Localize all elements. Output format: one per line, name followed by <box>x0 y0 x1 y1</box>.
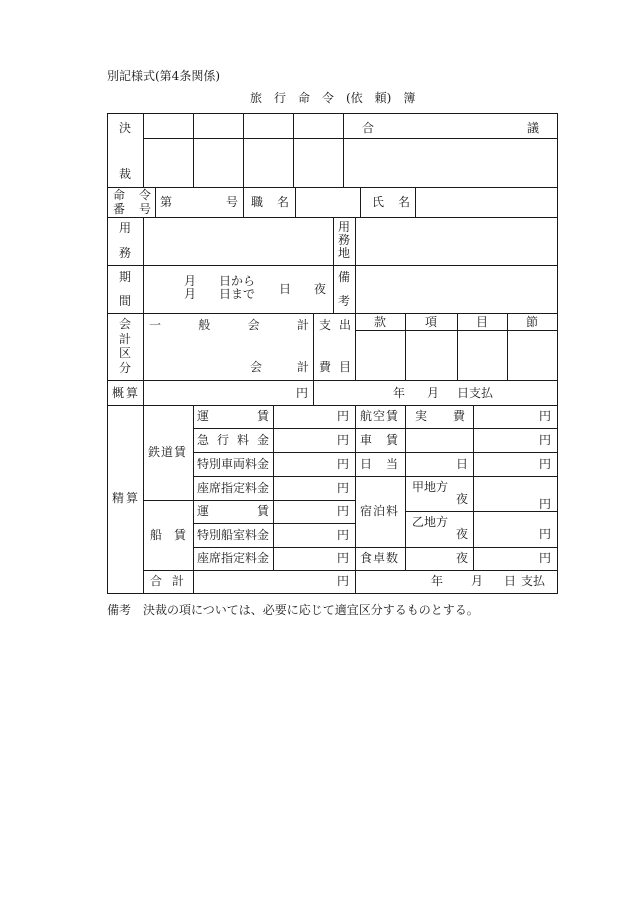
destination-label-char-2: 務 <box>338 233 351 247</box>
railway-fare-unit: 円 <box>337 409 350 423</box>
form-outer-border <box>108 114 558 594</box>
form-title: 旅 行 命 令 (依 頼) 簿 <box>250 91 416 105</box>
ship-seat-fee-label: 座席指定料金 <box>197 551 270 565</box>
accounting-label-char-1: 会 <box>119 317 132 331</box>
total-payment-day: 日 <box>504 574 517 588</box>
lodging-region-a: 甲地方 <box>412 480 449 494</box>
estimate-payment-day: 日支払 <box>457 386 494 400</box>
ship-label: 船賃 <box>150 528 186 542</box>
form-reference: 別記様式(第4条関係) <box>107 69 220 83</box>
settlement-label: 精算 <box>112 491 138 505</box>
expense-label-bottom: 費目 <box>319 360 351 374</box>
express-fee-label: 急行料金 <box>197 433 269 447</box>
period-start-month: 月 <box>184 274 197 288</box>
railway-seat-fee-label: 座席指定料金 <box>197 481 270 495</box>
order-number-prefix: 第 <box>160 195 173 209</box>
consultation-header-right: 議 <box>527 121 540 135</box>
total-yen-unit: 円 <box>337 574 350 588</box>
form-grid-lines <box>107 113 557 593</box>
meals-nights-unit: 夜 <box>456 551 469 565</box>
total-payment-suffix: 支払 <box>521 574 546 588</box>
daily-allowance-days-unit: 日 <box>456 457 469 471</box>
lodging-label: 宿泊料 <box>360 504 398 518</box>
lodging-region-b: 乙地方 <box>412 515 449 529</box>
special-cabin-fee-label: 特別船室料金 <box>197 528 270 542</box>
general-account-label: 一般会計 <box>149 318 309 332</box>
destination-label-char-1: 用 <box>338 220 351 234</box>
estimate-payment-month: 月 <box>427 386 440 400</box>
car-fare-yen-unit: 円 <box>539 433 552 447</box>
meals-yen-unit: 円 <box>539 551 552 565</box>
estimate-payment-year: 年 <box>393 386 406 400</box>
special-car-fee-unit: 円 <box>337 457 350 471</box>
lodging-region-a-yen-unit: 円 <box>539 497 552 511</box>
order-number-label-top: 命令 <box>113 188 151 202</box>
name-label: 氏名 <box>372 195 410 209</box>
special-cabin-fee-unit: 円 <box>337 528 350 542</box>
estimate-label: 概算 <box>112 386 138 400</box>
ship-fare-label: 運賃 <box>197 504 269 518</box>
airfare-yen-unit: 円 <box>539 409 552 423</box>
lodging-region-b-nights-unit: 夜 <box>456 527 469 541</box>
period-start-day: 日から <box>219 274 256 288</box>
total-label: 合計 <box>150 574 184 588</box>
consultation-header-left: 合 <box>362 121 375 135</box>
position-label: 職名 <box>251 195 289 209</box>
special-car-fee-label: 特別車両料金 <box>197 457 270 471</box>
period-nights-unit: 夜 <box>314 282 327 296</box>
budget-column-setsu: 節 <box>526 315 539 329</box>
ship-fare-unit: 円 <box>337 504 350 518</box>
budget-column-kou: 項 <box>425 315 438 329</box>
approval-label-bottom: 裁 <box>119 167 132 181</box>
total-payment-month: 月 <box>471 574 484 588</box>
airfare-actual-cost-note: 実費 <box>415 409 465 423</box>
period-end-month: 月 <box>184 287 197 301</box>
railway-seat-fee-unit: 円 <box>337 481 350 495</box>
express-fee-unit: 円 <box>337 433 350 447</box>
daily-allowance-yen-unit: 円 <box>539 457 552 471</box>
period-label-bottom: 間 <box>119 294 132 308</box>
accounting-label-char-2: 計 <box>119 332 132 346</box>
railway-fare-label: 運賃 <box>197 409 269 423</box>
total-payment-year: 年 <box>431 574 444 588</box>
remarks-label-bottom: 考 <box>338 294 351 308</box>
budget-column-moku: 目 <box>476 315 489 329</box>
car-fare-label: 車賃 <box>360 433 398 447</box>
budget-column-kan: 款 <box>374 315 387 329</box>
accounting-label-char-3: 区 <box>119 346 132 360</box>
business-label-bottom: 務 <box>119 246 132 260</box>
expense-label-top: 支出 <box>319 318 351 332</box>
period-end-day: 日まで <box>219 287 256 301</box>
approval-label-top: 決 <box>119 121 132 135</box>
daily-allowance-label: 日当 <box>360 457 398 471</box>
ship-seat-fee-unit: 円 <box>337 551 350 565</box>
accounting-label-char-4: 分 <box>119 361 132 375</box>
period-label-top: 期 <box>119 270 132 284</box>
footer-note: 備考 決裁の項については、必要に応じて適宜区分するものとする。 <box>107 603 479 617</box>
business-label-top: 用 <box>119 221 132 235</box>
estimate-yen-unit: 円 <box>296 386 309 400</box>
order-number-suffix: 号 <box>226 195 239 209</box>
other-account-label: 会計 <box>250 360 309 374</box>
meals-label: 食卓数 <box>360 551 398 565</box>
destination-label-char-3: 地 <box>338 246 351 260</box>
airfare-label: 航空賃 <box>360 409 398 423</box>
lodging-region-a-nights-unit: 夜 <box>456 492 469 506</box>
lodging-region-b-yen-unit: 円 <box>539 527 552 541</box>
order-number-label-bottom: 番号 <box>113 202 151 216</box>
railway-label: 鉄道賃 <box>148 445 186 459</box>
period-days-unit: 日 <box>279 282 292 296</box>
remarks-label-top: 備 <box>338 270 351 284</box>
